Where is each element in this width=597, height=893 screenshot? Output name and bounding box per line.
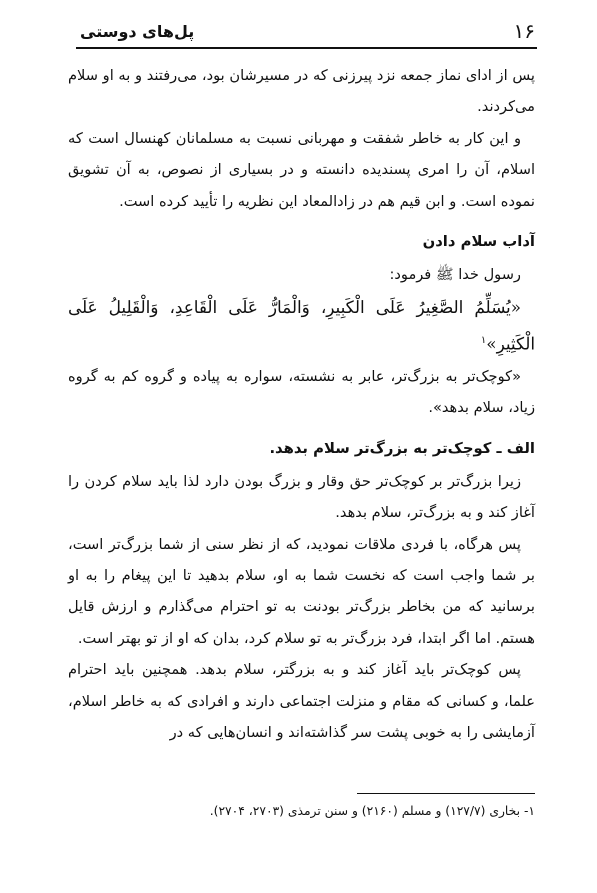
section-heading-greeting-etiquette: آداب سلام دادن: [422, 233, 535, 251]
header-divider: [76, 47, 537, 49]
hadith-arabic: [68, 290, 535, 361]
page-body: [68, 60, 535, 749]
hadith-text: «يُسَلِّمُ الصَّغِيرُ عَلَى الْكَبِيرِ، وَالْمَارُّ عَلَى الْقَاعِدِ، وَالْقَلِيلُ عَلَى الْكَثِيرِ»: [68, 297, 535, 355]
running-title: پل‌های دوستی: [80, 21, 195, 41]
paragraph-meeting-elder: پس هرگاه، با فردی ملاقات نمودید، که از نظر سنی از شما بزرگ‌تر است، بر شما واجب است که نخست شما به او، سلام بدهید تا این پیغام را به او برسانید که من بخاطر بزرگ‌تر بودنت به تو احترام می‌گذارم و ارزش قایل هستم. اما اگر ابتدا، فرد بزرگ‌تر به تو سلام کرد، بدان که او از تو بهتر است.: [68, 535, 535, 647]
hadith-intro: رسول خدا ﷺ فرمود:: [389, 266, 521, 284]
paragraph-continuation: پس از ادای نماز جمعه نزد پیرزنی که در مسیرشان بود، می‌رفتند و به او سلام می‌کردند.: [68, 67, 535, 116]
paragraph-compassion: و این کار به خاطر شفقت و مهربانی نسبت به مسلمانان کهنسال است که اسلام، آن را امری پسندیده دانسته و در بسیاری از نصوص، به آن تشویق نموده است. و ابن قیم هم در زادالمعاد این نظریه را تأیید کرده است.: [68, 129, 535, 210]
footnote-marker: ۱: [480, 335, 487, 347]
hadith-translation: «کوچک‌تر به بزرگ‌تر، عابر به نشسته، سواره به پیاده و گروه کم به گروه زیاد، سلام بدهد».: [68, 368, 535, 417]
page-header: [80, 14, 535, 48]
paragraph-reason: زیرا بزرگ‌تر بر کوچک‌تر حق وقار و بزرگ بودن دارد لذا باید سلام کردن را آغاز کند و به بزرگ‌تر، سلام بدهد.: [68, 472, 535, 522]
footnote: ۱- بخاری (۱۲۷/۷) و مسلم (۲۱۶۰) و سنن ترمذی (۲۷۰۳، ۲۷۰۴).: [209, 804, 535, 818]
footnote-divider: [357, 793, 535, 794]
page-number: ۱۶: [513, 19, 535, 43]
subheading-young-to-elder: الف ـ کوچک‌تر به بزرگ‌تر سلام بدهد.: [269, 439, 535, 457]
paragraph-respect: پس کوچک‌تر باید آغاز کند و به بزرگتر، سلام بدهد. همچنین باید احترام علما، و کسانی که مقام و منزلت اجتماعی دارند و افرادی که به خاطر اسلام، آزمایشی را به خوبی پشت سر گذاشته‌اند و انسان‌هایی که در: [68, 661, 535, 742]
